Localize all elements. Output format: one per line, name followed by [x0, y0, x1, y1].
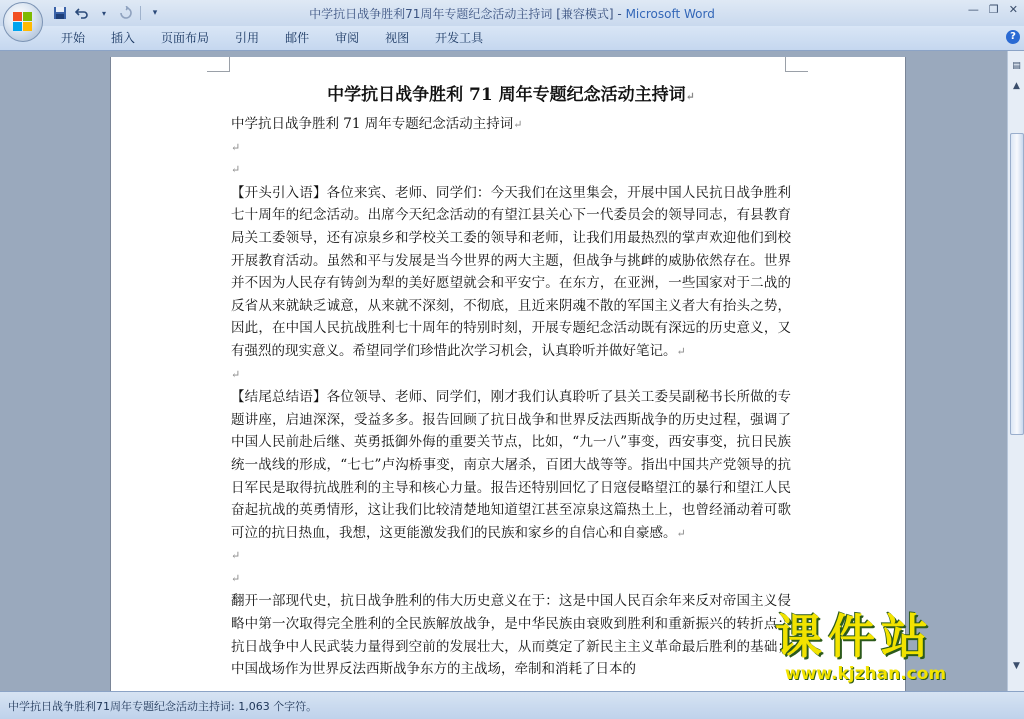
crop-mark-top-right	[785, 57, 808, 72]
ruler-toggle-icon[interactable]: ▤	[1012, 61, 1021, 71]
watermark-brand: 课件站	[775, 610, 934, 665]
scroll-down-icon[interactable]: ▼	[1013, 661, 1020, 671]
empty-paragraph: ↵	[231, 571, 241, 585]
scroll-up-icon[interactable]: ▲	[1013, 81, 1020, 91]
tab-references[interactable]: 引用	[235, 31, 260, 45]
vertical-scrollbar[interactable]	[1007, 51, 1024, 691]
watermark	[775, 612, 1015, 692]
document-body[interactable]	[231, 81, 791, 681]
tab-insert[interactable]: 插入	[111, 31, 136, 45]
empty-paragraph: ↵	[231, 367, 241, 381]
document-title: 中学抗日战争胜利71周年专题纪念活动主持词 [兼容模式]	[309, 7, 614, 21]
quick-access-toolbar	[52, 4, 163, 22]
save-icon[interactable]	[52, 5, 68, 21]
ribbon-tab-bar	[0, 26, 1024, 51]
chevron-down-icon[interactable]: ▾	[101, 8, 106, 18]
close-icon[interactable]: ✕	[1008, 3, 1018, 16]
paragraph-significance: 翻开一部现代史，抗日战争胜利的伟大历史意义在于：这是中国人民百余年来反对帝国主义侵略中第一次取得完全胜利的全民族解放战争，是中华民族由衰败到胜利和重新振兴的转折点；抗日战争中人民武装力量得到空前的发展壮大，从而奠定了新民主主义革命最后胜利的基础；中国战场作为世界反法西斯战争东方的主战场，牵制和消耗了日本的	[231, 593, 791, 678]
empty-paragraph: ↵	[231, 163, 241, 177]
tab-page-layout[interactable]: 页面布局	[161, 31, 210, 45]
scrollbar-thumb[interactable]	[1010, 133, 1024, 435]
office-button[interactable]	[3, 2, 43, 42]
document-workspace	[0, 51, 1007, 691]
undo-icon[interactable]	[74, 5, 90, 21]
title-bar	[0, 0, 1024, 26]
minimize-icon[interactable]: —	[967, 3, 979, 16]
watermark-url: www.kjzhan.com	[785, 664, 947, 684]
status-text: 中学抗日战争胜利71周年专题纪念活动主持词: 1,063 个字符。	[8, 700, 318, 713]
restore-icon[interactable]: ❐	[988, 3, 999, 16]
app-name: Microsoft Word	[625, 7, 715, 21]
tab-mailings[interactable]: 邮件	[285, 31, 310, 45]
title-separator: -	[613, 7, 626, 21]
crop-mark-top-left	[207, 57, 230, 72]
window-controls	[968, 3, 1018, 16]
status-bar	[0, 691, 1024, 719]
paragraph-closing: 【结尾总结语】各位领导、老师、同学们，刚才我们认真聆听了县关工委吴副秘书长所做的专题讲座，启迪深深，受益多多。报告回顾了抗日战争和世界反法西斯战争的历史过程，强调了中国人民前赴后继、英勇抵御外侮的重要关节点，比如，“九一八”事变，西安事变，抗日民族统一战线的形成，“七七”卢沟桥事变，南京大屠杀，百团大战等等。指出中国共产党领导的抗日军民是取得抗战胜利的主导和核心力量。报告还特别回忆了日寇侵略望江的暴行和望江人民奋起抗战的英勇情形，这让我们比较清楚地知道望江甚至凉泉这篇热土上，也曾经涌动着可歌可泣的抗日热血，我想，这更能激发我们的民族和家乡的自信心和自豪感。↵	[231, 389, 791, 541]
customize-qat-icon[interactable]: ▾	[152, 8, 158, 18]
document-page[interactable]	[110, 57, 906, 691]
ribbon-tabs	[48, 30, 496, 46]
paragraph-opening: 【开头引入语】各位来宾、老师、同学们：今天我们在这里集会，开展中国人民抗日战争胜利七十周年的纪念活动。出席今天纪念活动的有望江县关心下一代委员会的领导同志，有县教育局关工委领导，还有凉泉乡和学校关工委的领导和老师，让我们用最热烈的掌声欢迎他们到校开展教育活动。虽然和平与发展是当今世界的两大主题，但战争与挑衅的威胁依然存在。世界并不因为人民存有铸剑为犁的美好愿望就会和平安宁。在东方，在亚洲，一些国家对于二战的反省从来就缺乏诚意，从来就不深刻，不彻底，且近来阴魂不散的军国主义者大有抬头之势，因此，在中国人民抗战胜利七十周年的特别时刻，开展专题纪念活动既有深远的历史意义，又有强烈的现实意义。希望同学们珍惜此次学习机会，认真聆听并做好笔记。↵	[231, 184, 791, 359]
paragraph: 中学抗日战争胜利 71 周年专题纪念活动主持词↵	[231, 116, 523, 132]
empty-paragraph: ↵	[231, 140, 241, 154]
tab-developer[interactable]: 开发工具	[435, 31, 484, 45]
document-heading: 中学抗日战争胜利 71 周年专题纪念活动主持词↵	[327, 85, 695, 105]
empty-paragraph: ↵	[231, 549, 241, 563]
tab-view[interactable]: 视图	[385, 31, 410, 45]
help-icon[interactable]: ?	[1006, 30, 1020, 44]
tab-review[interactable]: 审阅	[335, 31, 360, 45]
redo-icon[interactable]	[118, 5, 134, 21]
office-logo-icon	[13, 12, 33, 32]
qat-separator	[140, 6, 141, 20]
tab-home[interactable]: 开始	[61, 31, 86, 45]
